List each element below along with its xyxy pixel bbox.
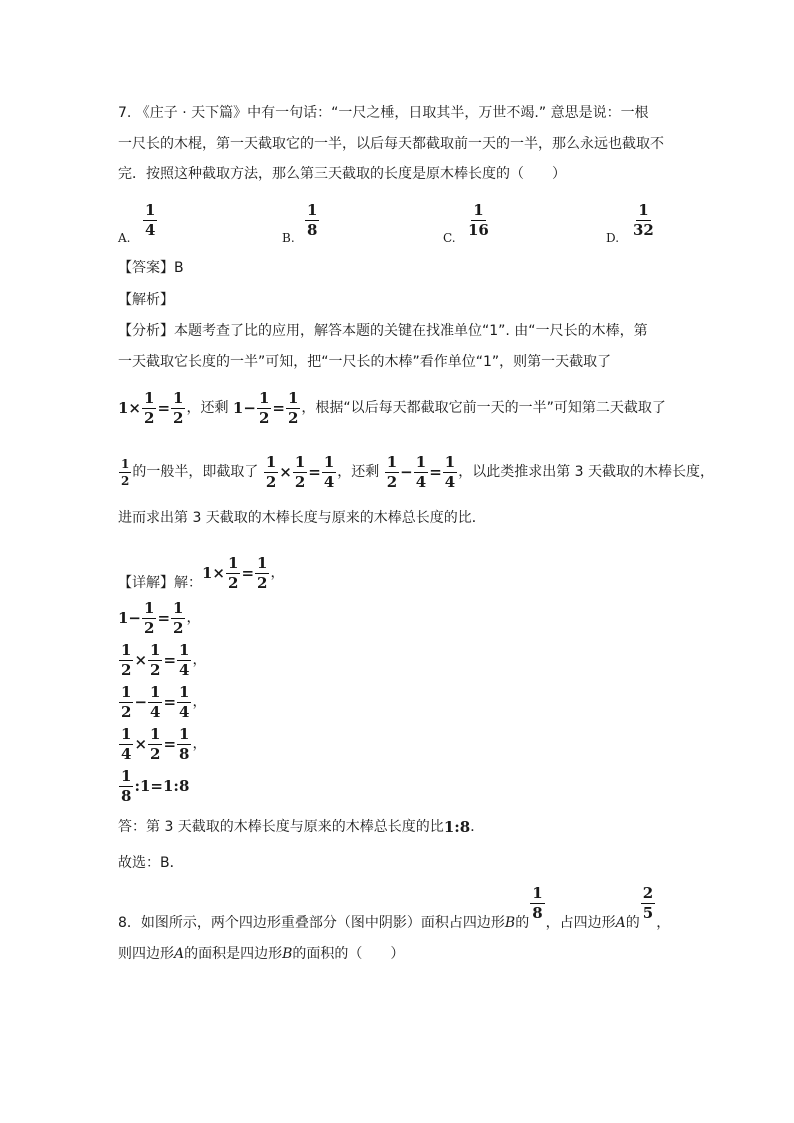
option-c-fraction <box>466 203 491 238</box>
analysis-line-last: 进而求出第 3 天截取的木棒长度与原来的木棒总长度的比． <box>118 510 486 526</box>
option-a-fraction <box>143 203 157 238</box>
fraction-one-half <box>293 452 307 491</box>
fraction-numerator: 2 <box>642 884 654 902</box>
fraction-numerator: 1 <box>150 682 161 701</box>
option-d-fraction <box>631 203 656 238</box>
math-symbol: = <box>157 609 171 627</box>
fraction-one-half <box>257 388 271 427</box>
q8-line-2: 则四边形A的面积是四边形B的面积的（ ） <box>118 946 405 962</box>
analysis-line-2: 一天截取它长度的一半”可知，把“一尺长的木棒”看作单位“1”，则第一天截取了 <box>118 354 612 370</box>
fraction-denominator: 8 <box>532 904 543 922</box>
fraction-denominator: 4 <box>444 472 456 491</box>
fraction-numerator: 1 <box>307 201 318 219</box>
detail-step-6 <box>118 766 189 806</box>
fraction-denominator: 2 <box>228 573 239 592</box>
fraction <box>119 766 133 805</box>
math-symbol: 1× <box>202 564 226 582</box>
fraction-denominator: 2 <box>294 472 306 491</box>
fraction-denominator: 2 <box>386 472 398 491</box>
fraction-numerator: 1 <box>415 452 427 471</box>
detail-step-3: $\frac{1}{2}$ × $\frac{1}{2}$ = $\frac{1}{4}$ ， <box>121 640 207 679</box>
q8-line-1: 8．如图所示，两个四边形重叠部分（图中阴影）面积占四边形B的 $\frac{1}{8}$ ，占四边形A的 $\frac{2}{5}$ ， <box>118 884 671 931</box>
fraction-numerator: 1 <box>258 388 270 407</box>
fraction <box>177 724 191 763</box>
detail-step-4: $\frac{1}{2}$ − $\frac{1}{4}$ = $\frac{1}{4}$ ， <box>121 682 207 721</box>
fraction-denominator: 4 <box>179 702 190 721</box>
fraction-one-half <box>286 388 300 427</box>
fraction-denominator: 8 <box>121 786 132 805</box>
fraction-numerator: 1 <box>473 201 484 219</box>
detail-step-2: 1− $\frac{1}{2}$ = $\frac{1}{2}$ ， <box>118 598 201 637</box>
fraction-numerator: 1 <box>144 388 155 407</box>
fraction-denominator: 2 <box>121 473 130 488</box>
fraction <box>148 682 162 721</box>
fraction-one-half <box>385 452 399 491</box>
detail-first-step: 【详解】解：1× $\frac{1}{2}$ = $\frac{1}{2}$ ， <box>118 553 285 592</box>
fraction-denominator: 4 <box>179 660 190 679</box>
fraction-one-quarter <box>322 452 336 491</box>
fraction <box>226 553 240 592</box>
math-symbol: 1− <box>232 399 256 417</box>
q7-line-3: 完．按照这种截取方法，那么第三天截取的长度是原木棒长度的（ ） <box>118 166 566 182</box>
fraction-denominator: 2 <box>287 408 299 427</box>
detail-step-5: $\frac{1}{4}$ × $\frac{1}{2}$ = $\frac{1}{8}$ ， <box>121 724 207 763</box>
fraction-numerator: 1 <box>150 640 161 659</box>
fraction-denominator: 2 <box>121 702 132 721</box>
fraction-one-quarter <box>443 452 457 491</box>
fraction-one-half <box>142 388 156 427</box>
fraction-numerator: 1 <box>228 553 239 572</box>
math-symbol: − <box>134 693 148 711</box>
answer: 【答案】B <box>118 260 184 276</box>
math-symbol: − <box>400 463 413 481</box>
math-symbol: = <box>241 564 255 582</box>
fraction-denominator: 32 <box>633 221 654 239</box>
choose-answer: 故选：B． <box>118 855 184 871</box>
fraction-numerator: 1 <box>638 201 649 219</box>
fraction <box>142 598 156 637</box>
math-symbol: × <box>279 463 292 481</box>
fraction-numerator: 1 <box>121 640 132 659</box>
fraction-numerator: 1 <box>144 598 155 617</box>
fraction-numerator: 1 <box>257 553 268 572</box>
fraction <box>148 724 162 763</box>
fraction-one-half-small <box>119 458 131 487</box>
fraction-denominator: 5 <box>642 904 654 922</box>
fraction-numerator: 1 <box>121 766 132 785</box>
fraction-denominator: 2 <box>265 472 277 491</box>
math-symbol: 1:8 <box>443 818 471 836</box>
fraction-numerator: 1 <box>173 598 184 617</box>
fraction-denominator: 4 <box>121 744 132 763</box>
math-symbol: × <box>134 735 148 753</box>
fraction-numerator: 1 <box>287 388 299 407</box>
fraction-one-quarter <box>414 452 428 491</box>
option-a-label: A. <box>118 231 131 245</box>
math-symbol: = <box>157 399 171 417</box>
option-b-fraction <box>305 203 319 238</box>
math-symbol: = <box>308 463 321 481</box>
analysis-equation-row-2: $\frac{1}{2}$ 的一般半，即截取了 $\frac{1}{2}$ × $\frac{1}{2}$ = $\frac{1}{4}$ ，还剩 $\frac{1}{2}$ − $\frac{1}{4}$ = $\frac{1}{4}$ ，以此类推求出第 3 天截取的木棒长度， <box>121 452 715 491</box>
fraction-denominator: 2 <box>121 660 132 679</box>
fraction-numerator: 1 <box>179 682 190 701</box>
fraction-two-fifths <box>641 886 655 921</box>
fraction <box>119 724 133 763</box>
fraction-numerator: 1 <box>145 201 156 219</box>
fraction-numerator: 1 <box>386 452 398 471</box>
math-symbol: = <box>163 651 177 669</box>
fraction-numerator: 1 <box>179 724 190 743</box>
option-c-label: C. <box>443 231 456 245</box>
fraction <box>177 682 191 721</box>
fraction-denominator: 4 <box>323 472 335 491</box>
fraction-denominator: 2 <box>173 408 184 427</box>
fraction-denominator: 4 <box>150 702 161 721</box>
fraction-one-half <box>171 388 185 427</box>
analysis-heading: 【解析】 <box>118 292 174 308</box>
fraction-one-half <box>264 452 278 491</box>
math-symbol: = <box>272 399 285 417</box>
fraction-denominator: 2 <box>257 573 268 592</box>
fraction-denominator: 2 <box>150 660 161 679</box>
math-symbol: = <box>429 463 442 481</box>
fraction <box>119 682 133 721</box>
fraction-denominator: 8 <box>307 221 318 239</box>
q7-line-1: 7. 《庄子 · 天下篇》中有一句话：“一尺之棰，日取其半，万世不竭.” 意思是说：一根 <box>118 105 649 121</box>
fraction-denominator: 16 <box>468 221 489 239</box>
fraction-numerator: 1 <box>323 452 335 471</box>
analysis-line-1: 【分析】本题考查了比的应用，解答本题的关键在找准单位“1”. 由“一尺长的木棒，第 <box>118 323 648 339</box>
math-symbol: × <box>134 651 148 669</box>
fraction-denominator: 2 <box>144 618 155 637</box>
fraction-denominator: 2 <box>144 408 155 427</box>
math-symbol: = <box>163 693 177 711</box>
fraction-numerator: 1 <box>444 452 456 471</box>
fraction <box>177 640 191 679</box>
option-b-label: B. <box>282 231 295 245</box>
fraction-numerator: 1 <box>150 724 161 743</box>
fraction <box>255 553 269 592</box>
analysis-equation-row: 1× $\frac{1}{2}$ = $\frac{1}{2}$ ，还剩 1− $\frac{1}{2}$ = $\frac{1}{2}$ ，根据“以后每天都截取它前一天的一半”可知第二天截取了 <box>118 388 666 427</box>
fraction-numerator: 1 <box>173 388 184 407</box>
fraction-numerator: 1 <box>121 724 132 743</box>
fraction-denominator: 4 <box>145 221 156 239</box>
fraction-denominator: 2 <box>173 618 184 637</box>
fraction-numerator: 1 <box>121 682 132 701</box>
fraction-numerator: 1 <box>294 452 306 471</box>
fraction-denominator: 2 <box>258 408 270 427</box>
fraction-numerator: 1 <box>532 884 543 902</box>
fraction-denominator: 8 <box>179 744 190 763</box>
math-symbol: 1− <box>118 609 142 627</box>
math-symbol: = <box>163 735 177 753</box>
fraction-denominator: 4 <box>415 472 427 491</box>
fraction-one-eighth <box>530 886 544 921</box>
fraction-denominator: 2 <box>150 744 161 763</box>
q7-line-2: 一尺长的木棍，第一天截取它的一半，以后每天都截取前一天的一半，那么永远也截取不 <box>118 136 664 152</box>
fraction <box>171 598 185 637</box>
math-symbol: :1=1:8 <box>134 777 190 795</box>
fraction-numerator: 1 <box>121 456 130 471</box>
fraction-numerator: 1 <box>179 640 190 659</box>
conclusion: 答：第 3 天截取的木棒长度与原来的木棒总长度的比1:8． <box>118 818 485 836</box>
fraction <box>148 640 162 679</box>
fraction-numerator: 1 <box>265 452 277 471</box>
option-d-label: D. <box>606 231 620 245</box>
fraction <box>119 640 133 679</box>
math-symbol: 1× <box>118 399 142 417</box>
